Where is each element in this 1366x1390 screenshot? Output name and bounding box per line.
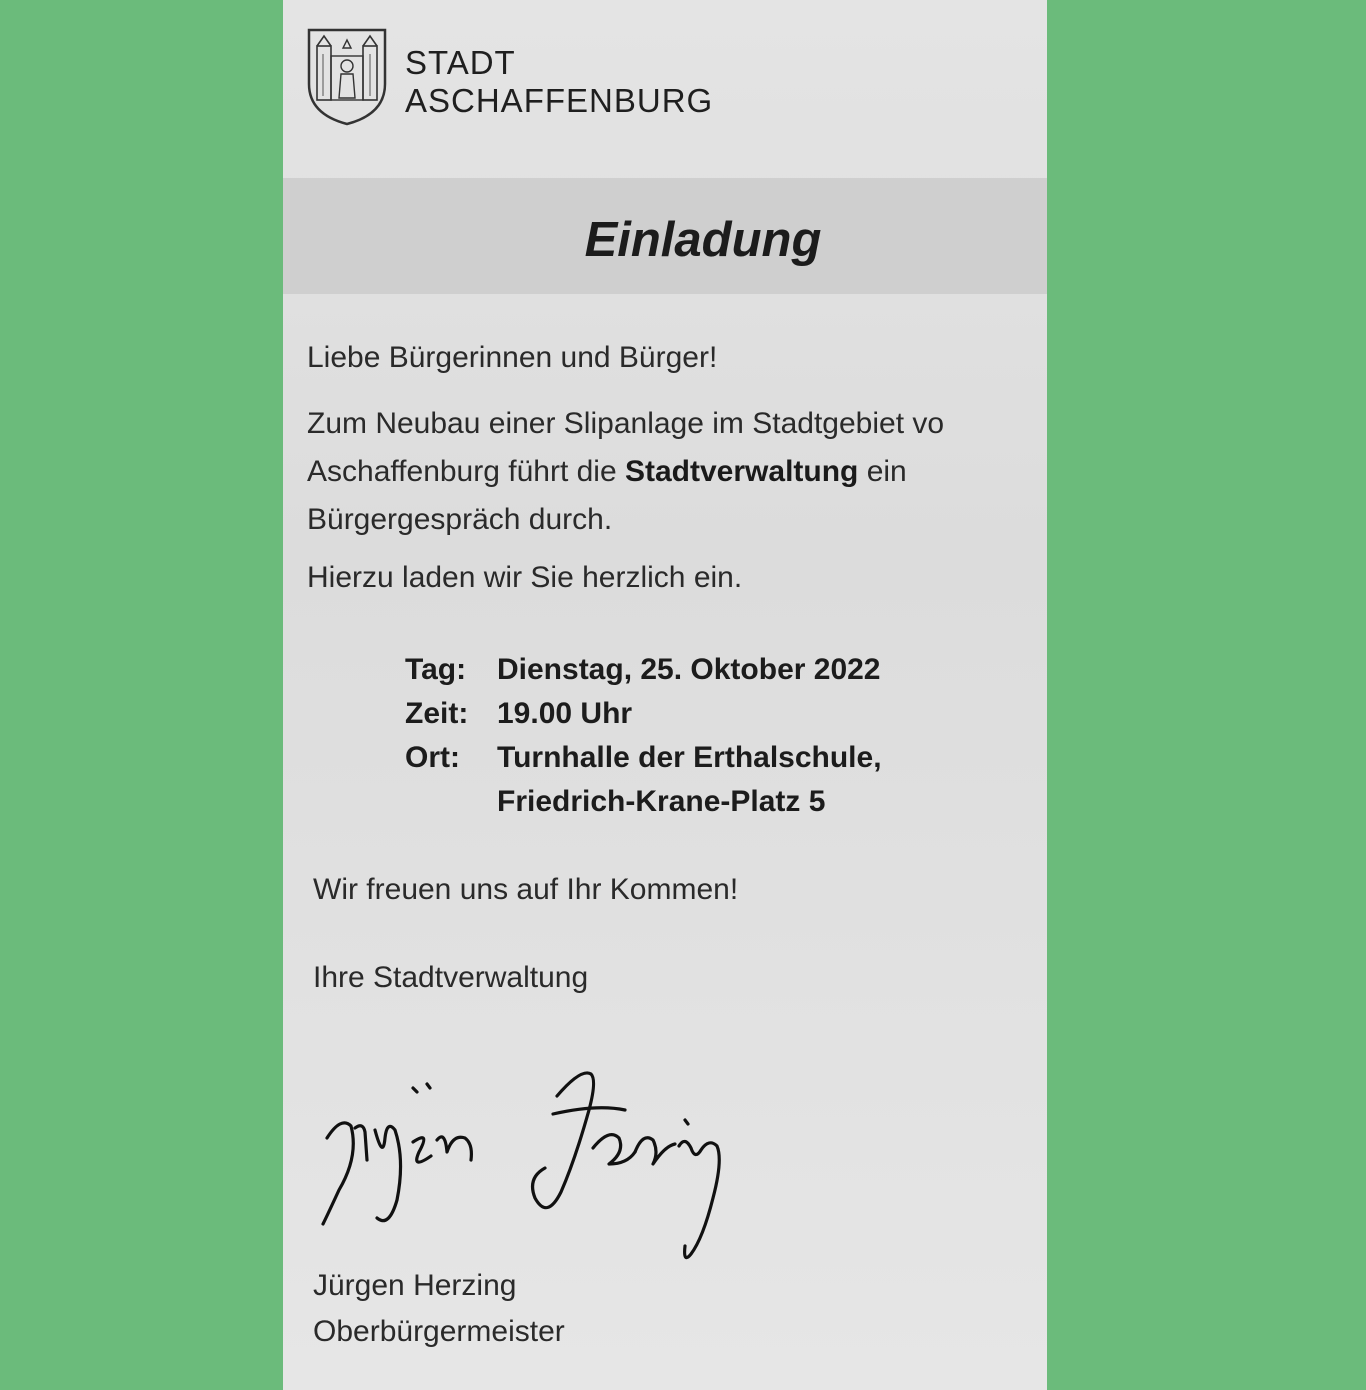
signatory-role: Oberbürgermeister xyxy=(313,1315,565,1348)
event-details xyxy=(405,648,882,824)
detail-label: Ort: xyxy=(405,741,460,774)
detail-value: Dienstag, 25. Oktober 2022 xyxy=(497,653,881,686)
greeting: Liebe Bürgerinnen und Bürger! xyxy=(307,341,718,374)
detail-value: 19.00 Uhr xyxy=(497,697,633,730)
detail-row-date xyxy=(405,648,882,692)
detail-label: Tag: xyxy=(405,653,467,686)
detail-row-address xyxy=(405,780,882,824)
detail-value: Turnhalle der Erthalschule, xyxy=(497,741,882,774)
body-line-2 xyxy=(307,448,907,496)
body-line-1: Zum Neubau einer Slipanlage im Stadtgebiet vo xyxy=(307,407,945,440)
invitation-letter xyxy=(283,0,1047,1390)
detail-label xyxy=(405,780,497,824)
signatory-name: Jürgen Herzing xyxy=(313,1269,517,1302)
body-line-3: Bürgergespräch durch. xyxy=(307,503,613,536)
detail-row-time xyxy=(405,692,882,736)
handwritten-signature xyxy=(313,1060,773,1270)
detail-label: Zeit: xyxy=(405,697,469,730)
body-line-2-start: Aschaffenburg führt die xyxy=(307,455,625,488)
detail-row-place xyxy=(405,736,882,780)
city-brand xyxy=(405,44,713,120)
closing-line: Wir freuen uns auf Ihr Kommen! xyxy=(313,873,739,906)
brand-line-2: ASCHAFFENBURG xyxy=(405,82,714,119)
sender-line: Ihre Stadtverwaltung xyxy=(313,961,589,994)
page-title: Einladung xyxy=(584,213,822,267)
invitation-line: Hierzu laden wir Sie herzlich ein. xyxy=(307,561,743,594)
body-line-2-end: ein xyxy=(858,455,907,488)
brand-line-1: STADT xyxy=(405,44,516,81)
coat-of-arms-icon xyxy=(303,26,391,126)
body-line-2-emphasis: Stadtverwaltung xyxy=(625,455,859,488)
detail-value: Friedrich-Krane-Platz 5 xyxy=(497,785,826,818)
